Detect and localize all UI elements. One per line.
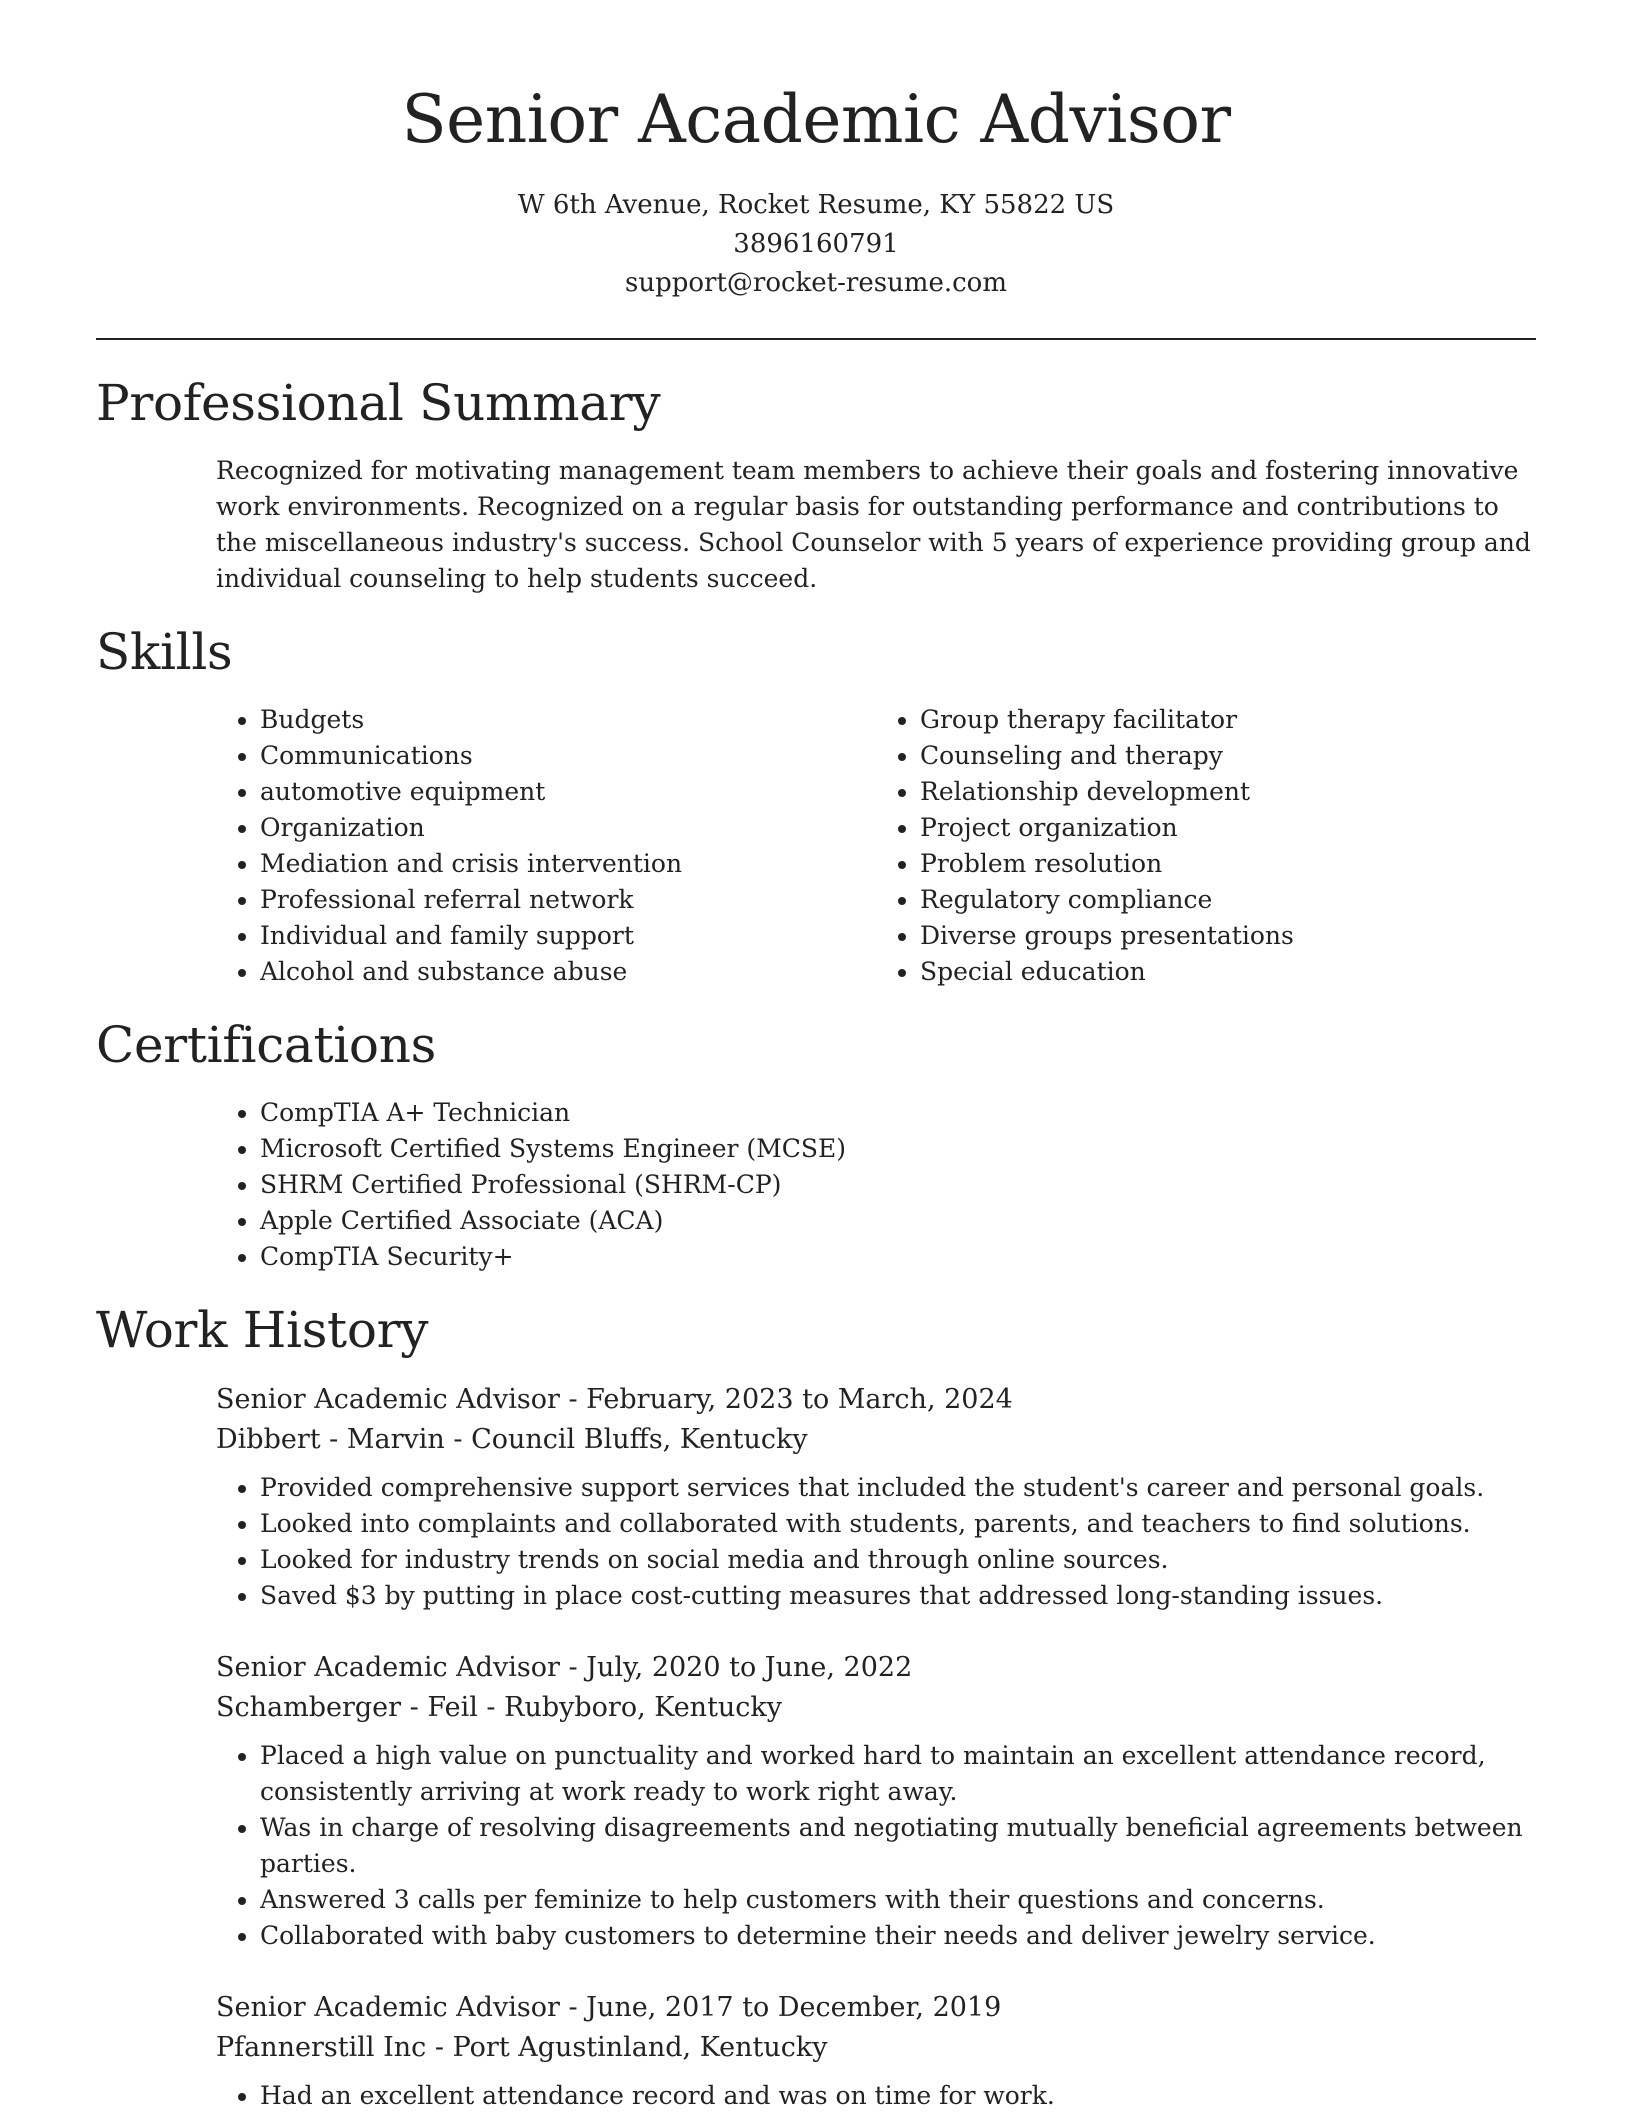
certifications-title: Certifications: [96, 1015, 436, 1074]
job-dates: - July, 2020 to June, 2022: [559, 1651, 913, 1683]
skill-item: • Project organization: [920, 810, 1536, 846]
job-entry: [216, 1380, 1536, 1614]
job-bullets: [216, 1738, 1536, 1954]
skills-section: [96, 622, 1536, 990]
skill-item: • Communications: [260, 738, 876, 774]
job-title: Senior Academic Advisor: [216, 1383, 560, 1415]
job-dates: - June, 2017 to December, 2019: [559, 1991, 1002, 2023]
skill-item: • Problem resolution: [920, 846, 1536, 882]
job-bullet: • Had an excellent attendance record and was on time for work.: [260, 2078, 1536, 2112]
skill-item: • Group therapy facilitator: [920, 702, 1536, 738]
job-company: Pfannerstill Inc: [216, 2031, 427, 2063]
summary-title: Professional Summary: [96, 373, 661, 432]
skill-item: • Alcohol and substance abuse: [260, 954, 876, 990]
job-location: - Port Agustinland, Kentucky: [426, 2031, 828, 2063]
candidate-name: Senior Academic Advisor: [401, 81, 1231, 158]
job-location: - Council Bluffs, Kentucky: [444, 1423, 808, 1455]
job-title-line: [216, 1380, 1536, 1420]
skill-item: • Budgets: [260, 702, 876, 738]
skill-item: • Professional referral network: [260, 882, 876, 918]
skill-item: • Relationship development: [920, 774, 1536, 810]
job-company: Schamberger - Feil: [216, 1691, 478, 1723]
skill-item: • Special education: [920, 954, 1536, 990]
certifications-list: [216, 1095, 1536, 1275]
job-location: - Rubyboro, Kentucky: [477, 1691, 783, 1723]
job-bullet: • Was in charge of resolving disagreements and negotiating mutually beneficial agreements between parties.: [260, 1810, 1536, 1882]
certification-item: • SHRM Certified Professional (SHRM-CP): [260, 1167, 1536, 1203]
job-title-line: [216, 1988, 1536, 2028]
skill-item: • Diverse groups presentations: [920, 918, 1536, 954]
resume-header: [96, 82, 1536, 303]
certifications-section: [96, 1015, 1536, 1275]
job-title-line: [216, 1648, 1536, 1688]
job-bullet: • Provided comprehensive support services that included the student's career and personal goals.: [260, 1470, 1536, 1506]
certification-item: • Microsoft Certified Systems Engineer (MCSE): [260, 1131, 1536, 1167]
job-bullet: • Saved $3 by putting in place cost-cutting measures that addressed long-standing issues.: [260, 1578, 1536, 1614]
skills-list-right: [876, 702, 1536, 990]
skill-item: • Regulatory compliance: [920, 882, 1536, 918]
summary-section: [96, 373, 1536, 597]
skill-item: • Counseling and therapy: [920, 738, 1536, 774]
skill-item: • Organization: [260, 810, 876, 846]
job-bullet: • Collaborated with baby customers to determine their needs and deliver jewelry service.: [260, 1918, 1536, 1954]
job-bullet: • Looked for industry trends on social media and through online sources.: [260, 1542, 1536, 1578]
job-bullet: • Placed a high value on punctuality and worked hard to maintain an excellent attendance record, consistently arriving at work ready to work right away.: [260, 1738, 1536, 1810]
contact-address: W 6th Avenue, Rocket Resume, KY 55822 US: [517, 189, 1115, 220]
certification-item: • Apple Certified Associate (ACA): [260, 1203, 1536, 1239]
job-title: Senior Academic Advisor: [216, 1991, 560, 2023]
job-entry: [216, 1648, 1536, 1954]
header-divider: [96, 338, 1536, 340]
work-history-title: Work History: [96, 1300, 429, 1359]
work-history-section: [96, 1300, 1536, 2112]
skill-item: • automotive equipment: [260, 774, 876, 810]
contact-email: support@rocket-resume.com: [624, 267, 1007, 298]
skill-item: • Individual and family support: [260, 918, 876, 954]
job-title: Senior Academic Advisor: [216, 1651, 560, 1683]
skills-list-left: [216, 702, 876, 990]
job-company: Dibbert - Marvin: [216, 1423, 445, 1455]
job-company-line: [216, 1420, 1536, 1460]
job-dates: - February, 2023 to March, 2024: [559, 1383, 1013, 1415]
job-company-line: [216, 2028, 1536, 2068]
certification-item: • CompTIA A+ Technician: [260, 1095, 1536, 1131]
skills-title: Skills: [96, 622, 233, 681]
contact-phone: 3896160791: [733, 228, 899, 259]
summary-text: Recognized for motivating management team members to achieve their goals and fostering innovative work environments. Recognized on a regular basis for outstanding performance and contributions to the miscellaneous industry's success. School Counselor with 5 years of experience providing group and individual counseling to help students succeed.: [216, 455, 1531, 593]
skill-item: • Mediation and crisis intervention: [260, 846, 876, 882]
job-bullet: • Looked into complaints and collaborated with students, parents, and teachers to find solutions.: [260, 1506, 1536, 1542]
job-bullet: • Answered 3 calls per feminize to help customers with their questions and concerns.: [260, 1882, 1536, 1918]
job-entry: [216, 1988, 1536, 2112]
job-bullets: [216, 2078, 1536, 2112]
job-company-line: [216, 1688, 1536, 1728]
certification-item: • CompTIA Security+: [260, 1239, 1536, 1275]
job-bullets: [216, 1470, 1536, 1614]
